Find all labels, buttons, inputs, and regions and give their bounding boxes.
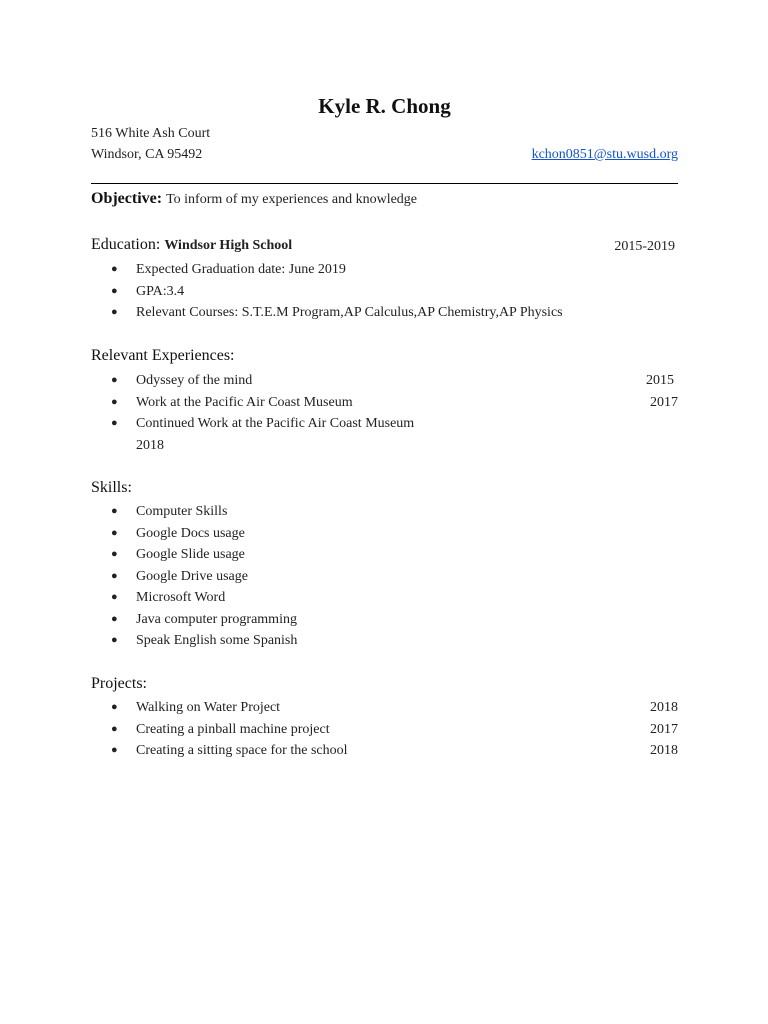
bullet-icon: ● <box>111 395 118 408</box>
skill-item-text: Java computer programming <box>136 611 297 627</box>
projects-label: Projects: <box>91 675 147 692</box>
bullet-icon: ● <box>111 263 118 275</box>
project-item-year: 2018 <box>650 700 678 715</box>
project-item-text: Creating a pinball machine project <box>136 721 330 737</box>
bullet-icon: ● <box>111 612 118 625</box>
education-years: 2015-2019 <box>614 239 675 254</box>
email-link[interactable]: kchon0851@stu.wusd.org <box>531 147 678 162</box>
experiences-list <box>91 370 678 456</box>
bullet-icon: ● <box>111 701 118 713</box>
skill-item-text: Speak English some Spanish <box>136 633 298 648</box>
list-item <box>91 281 678 303</box>
education-school: Windsor High School <box>164 238 293 253</box>
bullet-icon: ● <box>111 526 118 539</box>
experience-item-year: 2017 <box>650 394 678 410</box>
projects-list <box>91 697 678 762</box>
skill-item-text: Computer Skills <box>136 504 228 519</box>
education-item-text: Expected Graduation date: June 2019 <box>136 262 346 277</box>
list-item <box>91 566 678 588</box>
bullet-icon: ● <box>111 505 118 517</box>
project-item-text: Walking on Water Project <box>136 700 281 715</box>
education-list <box>91 259 678 324</box>
list-item <box>91 609 678 631</box>
bullet-icon: ● <box>111 284 118 297</box>
list-item <box>91 630 678 652</box>
project-item-text: Creating a sitting space for the school <box>136 743 348 758</box>
skills-list <box>91 501 678 652</box>
project-item-year: 2017 <box>650 721 678 737</box>
bullet-icon: ● <box>111 591 118 603</box>
experience-item-text: Odyssey of the mind <box>136 373 253 388</box>
list-item <box>91 740 678 762</box>
experience-item-text: Work at the Pacific Air Coast Museum <box>136 394 353 410</box>
header-divider <box>91 183 678 184</box>
experiences-label: Relevant Experiences: <box>91 347 235 364</box>
education-section <box>91 236 678 254</box>
list-item <box>91 697 678 719</box>
address-line-2: Windsor, CA 95492 <box>91 147 203 162</box>
skills-label: Skills: <box>91 479 132 496</box>
bullet-icon: ● <box>111 417 118 429</box>
experience-item-text: Continued Work at the Pacific Air Coast Museum <box>136 416 415 431</box>
objective-section <box>91 190 417 208</box>
experience-item-year: 2018 <box>136 437 164 453</box>
education-label: Education: <box>91 236 161 253</box>
list-item <box>91 302 678 324</box>
experience-item-year: 2015 <box>646 373 674 388</box>
list-item <box>91 259 678 281</box>
bullet-icon: ● <box>111 548 118 560</box>
skill-item-text: Google Docs usage <box>136 525 245 541</box>
list-item <box>91 392 678 414</box>
education-item-text: GPA:3.4 <box>136 283 185 299</box>
list-item <box>91 501 678 523</box>
bullet-icon: ● <box>111 374 118 386</box>
bullet-icon: ● <box>111 722 118 735</box>
bullet-icon: ● <box>111 306 118 318</box>
list-item <box>91 544 678 566</box>
resume-page <box>91 0 678 1024</box>
objective-text: To inform of my experiences and knowledge <box>166 192 418 207</box>
list-item <box>91 413 678 456</box>
resume-name: Kyle R. Chong <box>318 94 451 118</box>
skill-item-text: Microsoft Word <box>136 590 226 605</box>
address-line-1: 516 White Ash Court <box>91 126 211 141</box>
list-item <box>91 719 678 741</box>
list-item <box>91 370 678 392</box>
bullet-icon: ● <box>111 634 118 646</box>
skill-item-text: Google Slide usage <box>136 547 245 562</box>
bullet-icon: ● <box>111 744 118 756</box>
list-item <box>91 587 678 609</box>
objective-label: Objective: <box>91 190 163 207</box>
bullet-icon: ● <box>111 569 118 582</box>
list-item <box>91 523 678 545</box>
skill-item-text: Google Drive usage <box>136 568 248 584</box>
education-item-text: Relevant Courses: S.T.E.M Program,AP Calculus,AP Chemistry,AP Physics <box>136 305 563 320</box>
project-item-year: 2018 <box>650 743 678 758</box>
